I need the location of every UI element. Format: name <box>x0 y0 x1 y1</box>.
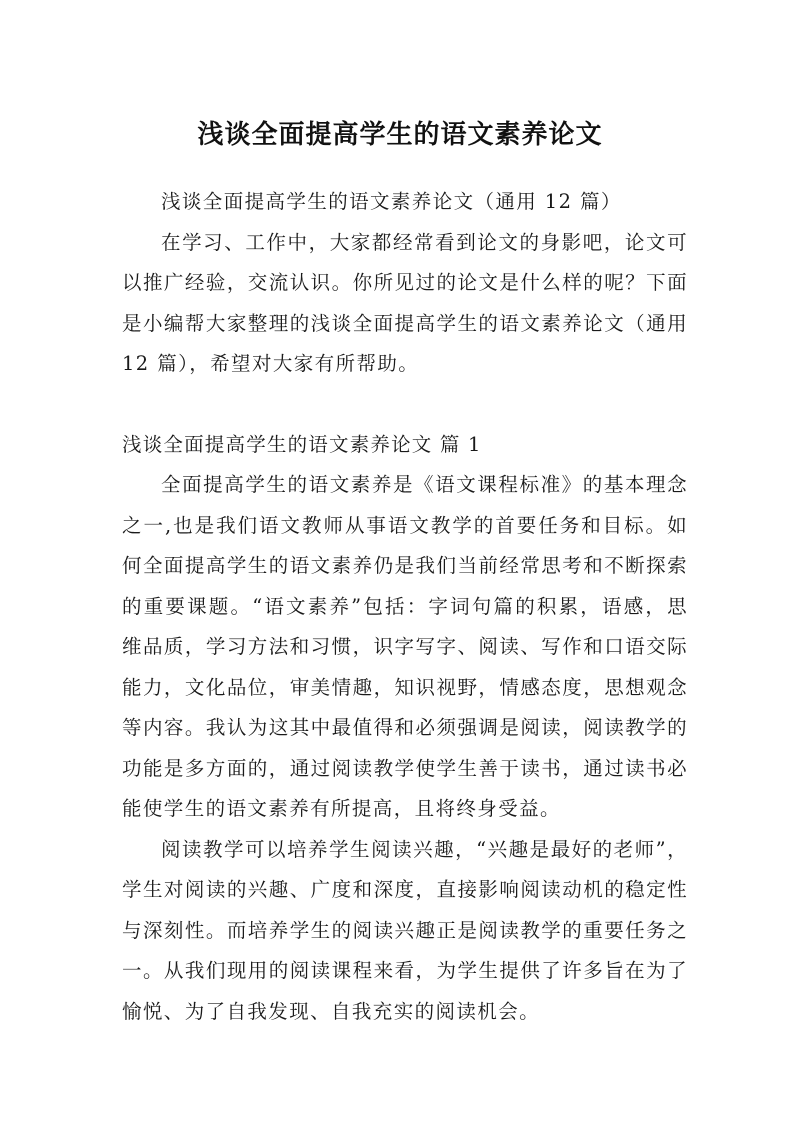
document-subtitle: 浅谈全面提高学生的语文素养论文（通用 12 篇） <box>161 190 622 213</box>
body-paragraph-2: 阅读教学可以培养学生阅读兴趣，“兴趣是最好的老师”，学生对阅读的兴趣、广度和深度，直接影响阅读动机的稳定性与深刻性。而培养学生的阅读兴趣正是阅读教学的重要任务之一。从我们现用的阅读课程来看，为学生提供了许多旨在为了愉悦、为了自我发现、自我充实的阅读机会。 <box>122 837 688 1023</box>
body-paragraph-1: 全面提高学生的语文素养是《语文课程标准》的基本理念之一,也是我们语文教师从事语文教学的首要任务和目标。如何全面提高学生的语文素养仍是我们当前经常思考和不断探索的重要课题。“语文素养”包括：字词句篇的积累，语感，思维品质，学习方法和习惯，识字写字、阅读、写作和口语交际能力，文化品位，审美情趣，知识视野，情感态度，思想观念等内容。我认为这其中最值得和必须强调是阅读，阅读教学的功能是多方面的，通过阅读教学使学生善于读书，通过读书必能使学生的语文素养有所提高，且将终身受益。 <box>122 473 688 820</box>
section-heading: 浅谈全面提高学生的语文素养论文 篇 1 <box>122 432 482 456</box>
intro-paragraph: 在学习、工作中，大家都经常看到论文的身影吧，论文可以推广经验，交流认识。你所见过的论文是什么样的呢？下面是小编帮大家整理的浅谈全面提高学生的语文素养论文（通用 12 篇），希望对大家有所帮助。 <box>122 230 688 375</box>
document-title: 浅谈全面提高学生的语文素养论文 <box>197 120 603 151</box>
document-body <box>122 182 688 1032</box>
paragraph-spacer <box>122 385 688 425</box>
